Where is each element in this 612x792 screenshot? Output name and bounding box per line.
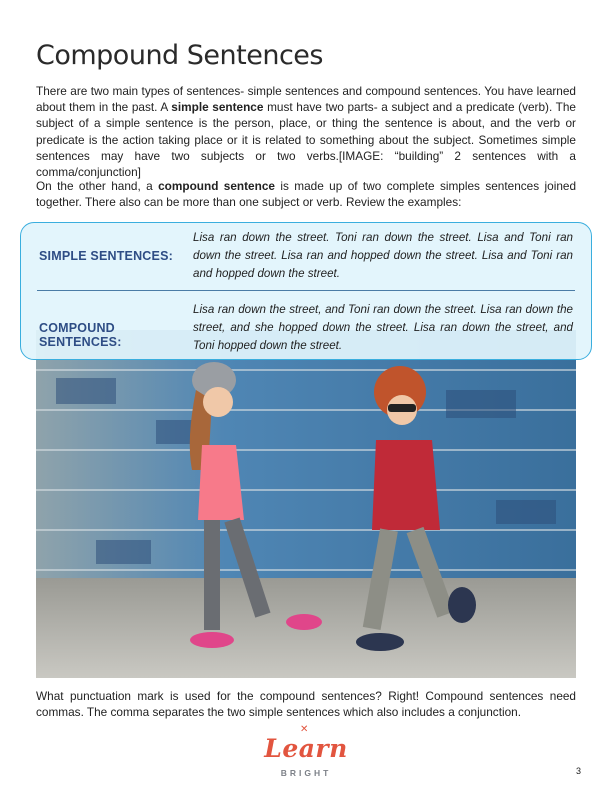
logo-pencil-icon: ✕	[300, 724, 309, 735]
compound-sentences-label: COMPOUND SENTENCES:	[39, 321, 122, 349]
intro-paragraph-compound	[36, 178, 576, 210]
photo-illustration	[36, 330, 576, 678]
p2-text-a: On the other hand, a	[36, 179, 159, 193]
intro-paragraph-simple	[36, 83, 576, 180]
children-running-photo	[36, 330, 576, 678]
examples-callout-box	[20, 222, 592, 360]
page-title: Compound Sentences	[36, 40, 323, 71]
logo-subtitle: BRIGHT	[280, 768, 332, 778]
simple-sentences-label: SIMPLE SENTENCES:	[39, 249, 173, 263]
p1-text-b: must have two parts- a subject and a predicate (verb). The subject of a simple sentence is the person, place, or thing the sentence is about, and the verb or predicate is the action taking place or it is related to something about the subject. Sometimes simple sentences may have two subjects or two verbs.[IMAGE: “building” 2 sentences with a comma/conjunction]	[36, 100, 576, 180]
p2-bold-term: compound sentence	[158, 179, 275, 193]
logo-word: Learn	[264, 734, 348, 763]
learn-bright-logo	[256, 724, 356, 780]
examples-divider	[37, 290, 575, 291]
p1-text-a: There are two main types of sentences- simple sentences and compound sentences. You have learned about them in the past. A	[36, 84, 576, 115]
closing-paragraph: What punctuation mark is used for the compound sentences? Right! Compound sentences need commas. The comma separates the two simple sentences which also includes a conjunction.	[36, 689, 576, 720]
compound-sentences-examples: Lisa ran down the street, and Toni ran down the street. Lisa ran down the street, and she hopped down the street. Lisa ran down the street, and Toni hopped down the street.	[193, 303, 573, 352]
page-number: 3	[576, 766, 582, 776]
p1-bold-term: simple sentence	[171, 100, 264, 115]
simple-sentences-examples: Lisa ran down the street. Toni ran down the street. Lisa and Toni ran down the street. Lisa ran and hopped down the street. Lisa and Toni ran and hopped down the street.	[193, 231, 573, 280]
p2-text-b: is made up of two complete simples sentences joined together. There also can be more than one subject or verb. Review the examples:	[36, 179, 577, 210]
